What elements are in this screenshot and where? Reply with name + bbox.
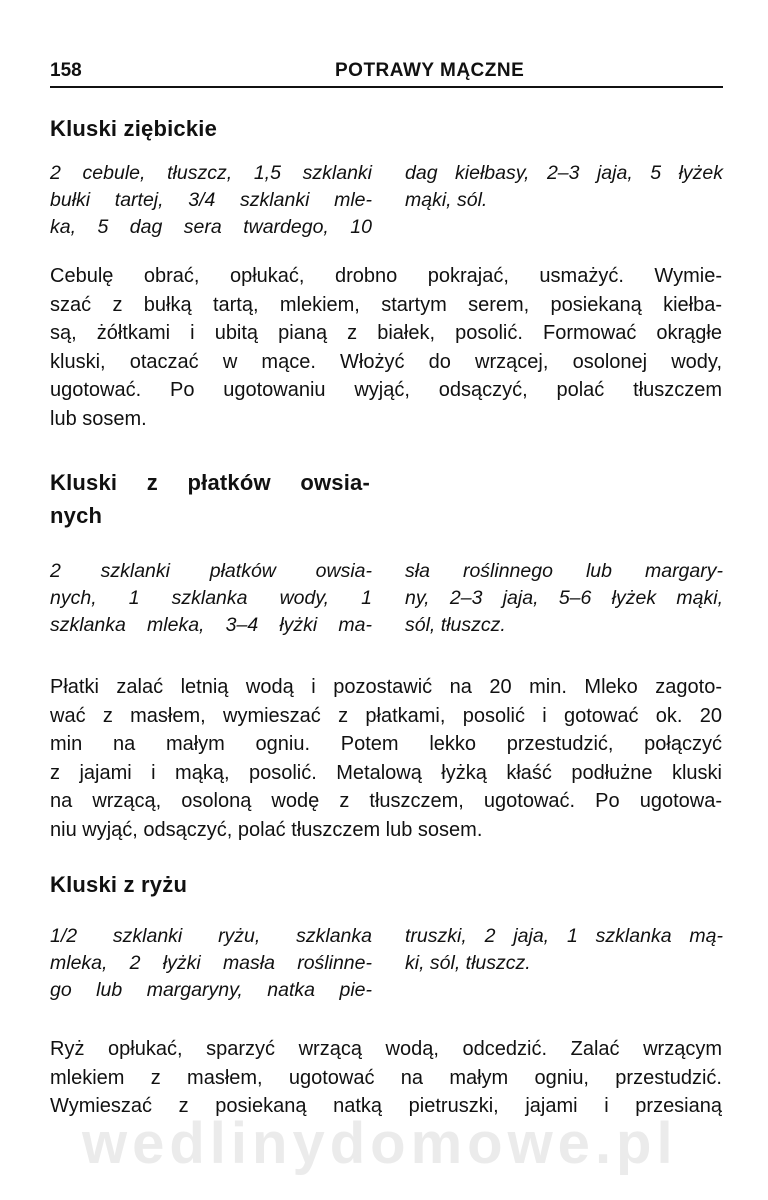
recipe-title	[50, 868, 187, 901]
ingredients-column-left	[50, 923, 372, 1004]
recipe-title	[50, 112, 217, 145]
method-line: wać z masłem, wymieszać z płatkami, posolić i gotować ok. 20	[50, 704, 722, 727]
method-line: mlekiem z masłem, ugotować na małym ogniu, przestudzić.	[50, 1066, 722, 1089]
method-line: Płatki zalać letnią wodą i pozostawić na 20 min. Mleko zagoto-	[50, 676, 722, 698]
ingredients-line: nych, 1 szklanka wody, 1	[50, 587, 372, 609]
recipe-method	[50, 262, 722, 433]
watermark: wedlinydomowe.pl	[82, 1111, 678, 1176]
ingredients-column-right	[405, 923, 723, 977]
method-line: Cebulę obrać, opłukać, drobno pokrajać, usmażyć. Wymie-	[50, 265, 722, 287]
method-line: szać z bułką tartą, mlekiem, startym serem, posiekaną kiełba-	[50, 293, 722, 316]
method-line: Ryż opłukać, sparzyć wrzącą wodą, odcedzić. Zalać wrzącym	[50, 1038, 722, 1060]
recipe-title-line: Kluski z ryżu	[50, 872, 188, 897]
method-line: lub sosem.	[50, 407, 147, 430]
method-line: kluski, otaczać w mące. Włożyć do wrzącej, osolonej wody,	[50, 350, 722, 373]
page-header	[50, 58, 723, 88]
ingredients-line: 2 szklanki płatków owsia-	[50, 560, 372, 582]
ingredients-line: szklanka mleka, 3–4 łyżki ma-	[50, 614, 372, 636]
ingredients-line: ki, sól, tłuszcz.	[405, 952, 531, 974]
recipe-title-line: Kluski ziębickie	[50, 116, 218, 141]
ingredients-column-right	[405, 558, 723, 639]
ingredients-line: ny, 2–3 jaja, 5–6 łyżek mąki,	[405, 587, 723, 609]
ingredients-line: mleka, 2 łyżki masła roślinne-	[50, 952, 372, 974]
recipe-method	[50, 673, 722, 844]
method-line: na wrzącą, osoloną wodę z tłuszczem, ugotować. Po ugotowa-	[50, 790, 722, 812]
running-head: POTRAWY MĄCZNE	[335, 60, 525, 81]
ingredients-line: dag kiełbasy, 2–3 jaja, 5 łyżek	[405, 162, 723, 184]
recipe-method	[50, 1035, 722, 1121]
ingredients-line: 2 cebule, tłuszcz, 1,5 szklanki	[50, 162, 372, 184]
ingredients-line: sól, tłuszcz.	[405, 614, 506, 636]
recipe-title	[50, 466, 370, 532]
ingredients-line: truszki, 2 jaja, 1 szklanka mą-	[405, 925, 723, 947]
method-line: ugotować. Po ugotowaniu wyjąć, odsączyć, polać tłuszczem	[50, 379, 722, 401]
ingredients-line: ka, 5 dag sera twardego, 10	[50, 216, 372, 238]
ingredients-line: go lub margaryny, natka pie-	[50, 979, 372, 1001]
method-line: Wymieszać z posiekaną natką pietruszki, jajami i przesianą	[50, 1095, 722, 1117]
ingredients-line: 1/2 szklanki ryżu, szklanka	[50, 925, 372, 947]
page-number: 158	[50, 60, 82, 81]
ingredients-column-left	[50, 558, 372, 639]
method-line: z jajami i mąką, posolić. Metalową łyżką kłaść podłużne kluski	[50, 761, 722, 784]
recipe-title-line: Kluski z płatków owsia-	[50, 470, 370, 495]
ingredients-line: mąki, sól.	[405, 189, 488, 211]
method-line: są, żółtkami i ubitą pianą z białek, posolić. Formować okrągłe	[50, 322, 722, 344]
ingredients-line: sła roślinnego lub margary-	[405, 560, 723, 582]
method-line: min na małym ogniu. Potem lekko przestudzić, połączyć	[50, 733, 722, 755]
ingredients-line: bułki tartej, 3/4 szklanki mle-	[50, 189, 372, 211]
ingredients-column-right	[405, 160, 723, 214]
recipe-title-line: nych	[50, 503, 103, 528]
ingredients-column-left	[50, 160, 372, 241]
method-line: niu wyjąć, odsączyć, polać tłuszczem lub sosem.	[50, 818, 483, 841]
